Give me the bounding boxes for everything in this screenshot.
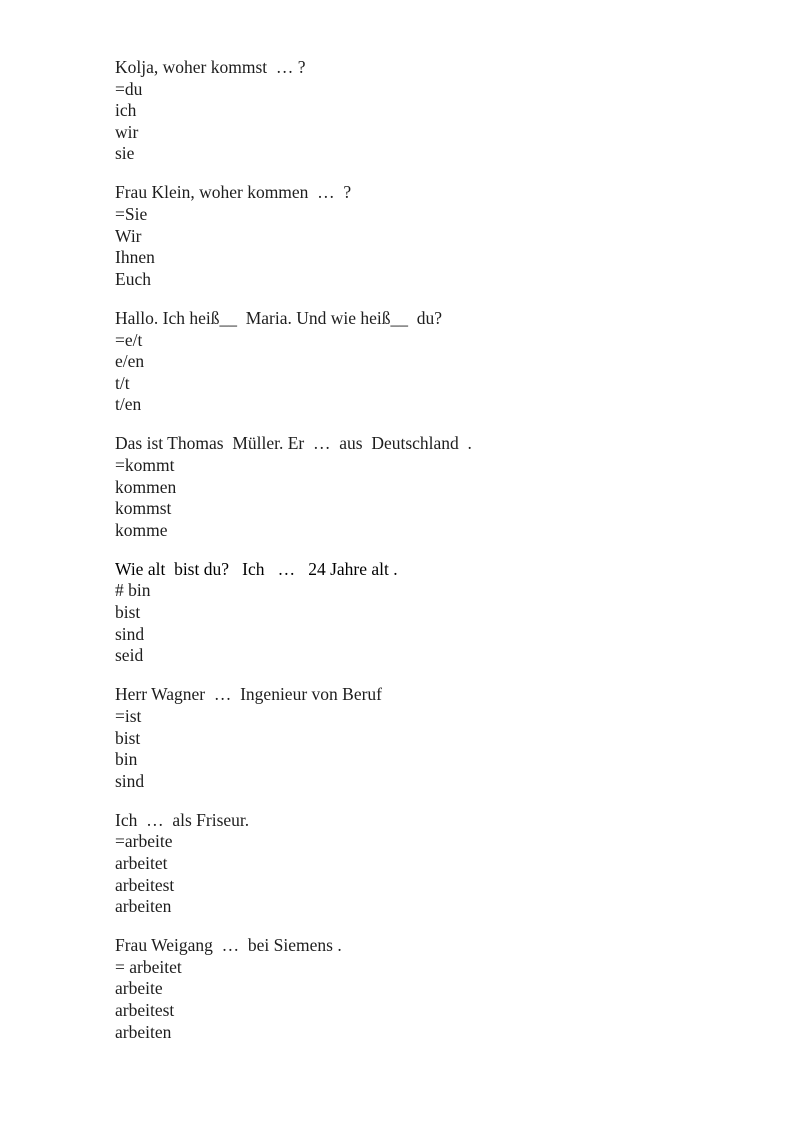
question-1 [115,57,715,165]
question-prompt: Ich … als Friseur. [115,809,250,830]
question-5 [115,559,715,667]
answer-option: bist [115,602,141,623]
answer-option: =kommt [115,455,175,475]
answer-option: bist [115,727,141,748]
question-6 [115,684,715,792]
answer-option: komme [115,519,168,540]
question-4 [115,433,715,541]
answer-option: =Sie [115,204,148,225]
question-7 [115,810,715,918]
question-2 [115,182,715,290]
answer-option: bin [115,749,138,770]
document-page [115,57,715,1061]
answer-option: sind [115,770,145,791]
answer-option: kommst [115,498,172,519]
answer-option: e/en [115,351,145,372]
answer-option: arbeiten [115,896,172,917]
answer-option: wir [115,121,139,142]
answer-option: arbeitest [115,1000,175,1021]
question-prompt: Hallo. Ich heiß__ Maria. Und wie heiß__ du? [115,307,443,328]
answer-option: =e/t [115,329,143,350]
answer-option: Euch [115,268,151,289]
answer-option: = arbeitet [115,956,182,977]
question-prompt: Herr Wagner … Ingenieur von Beruf [115,684,382,705]
answer-option: arbeiten [115,1021,172,1042]
answer-option: ich [115,100,137,121]
answer-option: seid [115,645,144,666]
answer-option: kommen [115,476,177,497]
answer-option: t/en [115,394,142,415]
question-prompt: Das ist Thomas Müller. Er … aus Deutschland . [115,433,472,454]
answer-option: sind [115,623,145,644]
question-8 [115,935,715,1043]
question-3 [115,308,715,416]
answer-option: Ihnen [115,247,155,268]
question-prompt: Frau Weigang … bei Siemens . [115,935,342,956]
answer-option: =du [115,78,143,99]
answer-option: =arbeite [115,831,173,852]
answer-option: sie [115,143,135,164]
question-prompt: Wie alt bist du? Ich … 24 Jahre alt . [115,558,398,579]
question-prompt: Kolja, woher kommst … ? [115,57,306,77]
answer-option: arbeite [115,978,163,999]
answer-option: t/t [115,372,130,393]
question-prompt: Frau Klein, woher kommen … ? [115,182,352,203]
answer-option: # bin [115,580,151,601]
answer-option: arbeitest [115,874,175,895]
answer-option: Wir [115,225,142,246]
answer-option: =ist [115,705,142,726]
answer-option: arbeitet [115,853,168,873]
